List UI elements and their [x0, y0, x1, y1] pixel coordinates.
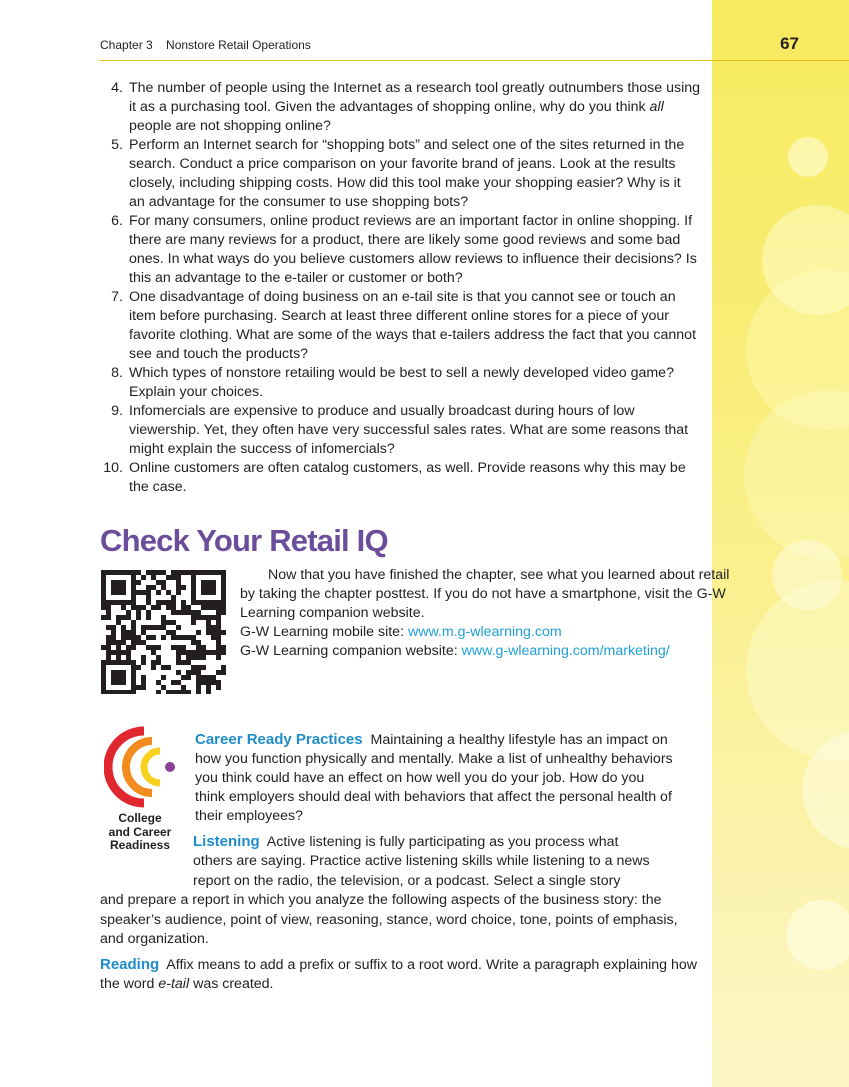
list-item: 9. Infomercials are expensive to produce and usually broadcast during hours of low viewership. Yet, they often have very successful sales rates. What are some reasons that might explain the success of infomercials? — [111, 403, 689, 457]
career-ready-heading: Career Ready Practices — [195, 731, 363, 748]
chapter-label: Chapter 3 Nonstore Retail Operations — [100, 38, 311, 52]
listening-paragraph: Listening Active listening is fully participating as you process what others are saying. Practice active listening skills while listening to a news report on the radio, the television, or a podcast. Select a single story and prepare a report in which you analyze the following aspects of the business story: the speaker’s audience, point of view, reasoning, stance, word choice, tone, points of emphasis, and organization. — [100, 833, 678, 948]
decorative-bubble — [746, 580, 849, 760]
list-item: 10. Online customers are often catalog customers, as well. Provide reasons why this may be the case. — [103, 460, 686, 495]
review-questions-list — [100, 79, 700, 497]
companion-site-line: G-W Learning companion website: www.g-wlearning.com/marketing/ — [240, 643, 670, 659]
reading-heading: Reading — [100, 956, 160, 973]
page-number: 67 — [780, 34, 799, 53]
section-title: Check Your Retail IQ — [100, 523, 388, 558]
check-iq-text — [240, 566, 730, 661]
running-header — [100, 36, 799, 60]
career-ready-practices-paragraph: Career Ready Practices Maintaining a healthy lifestyle has an impact on how you function physically and mentally. Make a list of unhealthy behaviors you think could have an effect on how well you do your job. How do you think employers should deal with behaviors that affect the personal health of their employees? — [195, 731, 673, 824]
decorative-bubble — [744, 390, 849, 560]
list-item: 4. The number of people using the Internet as a research tool greatly outnumbers those using it as a purchasing tool. Given the advantages of shopping online, why do you think all people are not shopping online? — [111, 80, 700, 134]
decorative-bubble — [786, 900, 849, 970]
list-item: 7. One disadvantage of doing business on an e-tail site is that you cannot see or touch an item before purchasing. Search at least three different online stores for a piece of your favorite clothing. What are some of the ways that e-tailers address the fact that you cannot see and touch the products? — [111, 289, 697, 362]
ccr-caption: College and Career Readiness — [108, 811, 172, 852]
qr-code[interactable] — [101, 570, 227, 694]
companion-site-link[interactable]: www.g-wlearning.com/marketing/ — [461, 643, 670, 659]
qr-code-graphic — [101, 570, 227, 694]
check-iq-intro: Now that you have finished the chapter, see what you learned about retail by taking the chapter posttest. If you do not have a smartphone, visit the G-W Learning companion website. — [240, 567, 730, 621]
header-rule — [100, 60, 849, 61]
list-item: 5. Perform an Internet search for “shopping bots” and select one of the sites returned in the search. Conduct a price comparison on your favorite brand of jeans. Look at the results closely, including shipping costs. How did this tool make your shopping easier? Why is it an advantage for the consumer to use shopping bots? — [111, 137, 685, 210]
mobile-site-link[interactable]: www.m.g-wlearning.com — [407, 624, 562, 640]
list-item: 6. For many consumers, online product reviews are an important factor in online shopping. If there are many reviews for a product, there are likely some good reviews and some bad ones. In what ways do you believe customers allow reviews to influence their decisions? Is this an advantage to the e-tailer or customer or both? — [111, 213, 697, 286]
ccr-arcs-icon — [104, 725, 180, 811]
list-item: 8. Which types of nonstore retailing would be best to sell a newly developed video game? Explain your choices. — [111, 365, 674, 400]
mobile-site-line: G-W Learning mobile site: www.m.g-wlearning.com — [240, 624, 562, 640]
decorative-bubble — [788, 137, 828, 177]
reading-paragraph: Reading Affix means to add a prefix or suffix to a root word. Write a paragraph explaining how the word e-tail was created. — [100, 956, 698, 992]
decorative-side-band — [712, 0, 849, 1087]
listening-heading: Listening — [193, 833, 260, 850]
